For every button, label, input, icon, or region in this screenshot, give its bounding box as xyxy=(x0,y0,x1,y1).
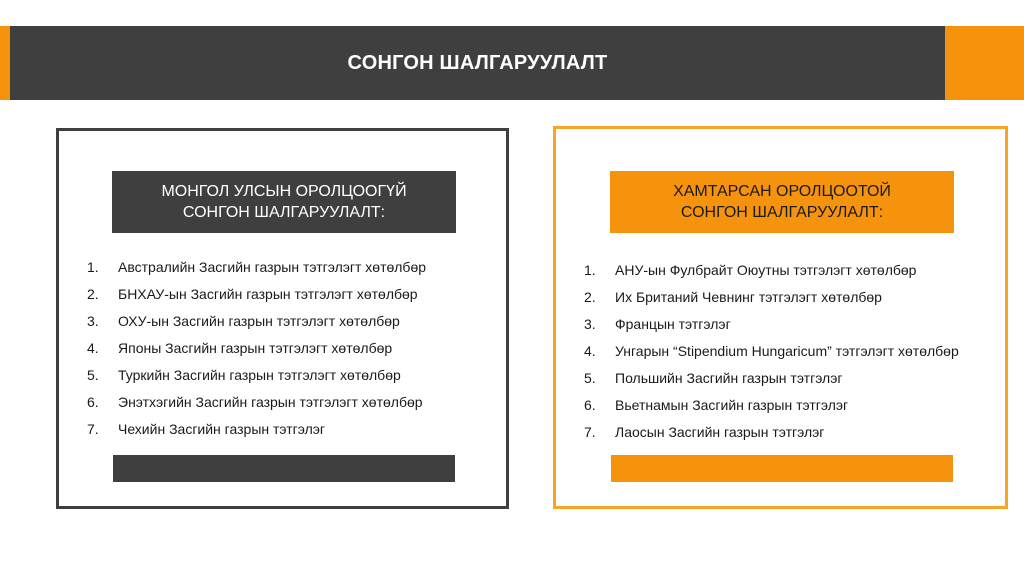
panel-footer-bar-left xyxy=(113,455,455,482)
list-item xyxy=(584,314,959,341)
list-item-number: 5. xyxy=(87,367,99,383)
list-item-text: Их Британий Чевнинг тэтгэлэгт хөтөлбөр xyxy=(615,289,882,305)
list-item-number: 4. xyxy=(87,340,99,356)
title-accent-left xyxy=(0,26,10,100)
list-item-number: 2. xyxy=(87,286,99,302)
list-item xyxy=(584,395,959,422)
list-item-text: Энэтхэгийн Засгийн газрын тэтгэлэгт хөтөлбөр xyxy=(118,394,423,410)
scholarship-list-right xyxy=(584,260,959,449)
list-item xyxy=(87,365,426,392)
list-item-text: БНХАУ-ын Засгийн газрын тэтгэлэгт хөтөлбөр xyxy=(118,286,418,302)
list-item-number: 3. xyxy=(584,316,596,332)
list-item-text: Унгарын “Stipendium Hungaricum” тэтгэлэгт хөтөлбөр xyxy=(615,343,959,359)
list-item-number: 7. xyxy=(584,424,596,440)
list-item xyxy=(87,257,426,284)
list-item-number: 6. xyxy=(584,397,596,413)
list-item-text: Туркийн Засгийн газрын тэтгэлэгт хөтөлбөр xyxy=(118,367,401,383)
list-item-text: Вьетнамын Засгийн газрын тэтгэлэг xyxy=(615,397,849,413)
list-item-number: 7. xyxy=(87,421,99,437)
panel-header-right xyxy=(610,171,954,233)
list-item xyxy=(87,392,426,419)
panel-header-right-line2: СОНГОН ШАЛГАРУУЛАЛТ: xyxy=(680,204,884,221)
title-accent-right xyxy=(945,26,1024,100)
list-item-number: 1. xyxy=(87,259,99,275)
scholarship-list-left xyxy=(87,257,426,446)
list-item xyxy=(584,287,959,314)
list-item-number: 5. xyxy=(584,370,596,386)
list-item-number: 2. xyxy=(584,289,596,305)
list-item-text: Японы Засгийн газрын тэтгэлэгт хөтөлбөр xyxy=(118,340,393,356)
list-item-text: Австралийн Засгийн газрын тэтгэлэгт хөтөлбөр xyxy=(118,259,427,275)
page-title: СОНГОН ШАЛГАРУУЛАЛТ xyxy=(347,52,608,74)
list-item-number: 3. xyxy=(87,313,99,329)
panel-non-participation xyxy=(56,128,509,509)
list-item-text: Лаосын Засгийн газрын тэтгэлэг xyxy=(615,424,825,440)
panel-header-right-line1: ХАМТАРСАН ОРОЛЦООТОЙ xyxy=(673,183,891,200)
list-item-number: 1. xyxy=(584,262,596,278)
list-item xyxy=(584,422,959,449)
list-item xyxy=(584,341,959,368)
title-bar xyxy=(0,26,1024,100)
list-item-text: Чехийн Засгийн газрын тэтгэлэг xyxy=(118,421,326,437)
panel-header-left-line2: СОНГОН ШАЛГАРУУЛАЛТ: xyxy=(182,204,386,221)
list-item xyxy=(87,338,426,365)
list-item-text: Францын тэтгэлэг xyxy=(615,316,731,332)
panel-joint-participation xyxy=(553,126,1008,509)
list-item-number: 6. xyxy=(87,394,99,410)
panel-header-left xyxy=(112,171,456,233)
list-item xyxy=(87,311,426,338)
list-item-text: Польшийн Засгийн газрын тэтгэлэг xyxy=(615,370,843,386)
list-item xyxy=(584,368,959,395)
panel-footer-bar-right xyxy=(611,455,953,482)
list-item-text: АНУ-ын Фулбрайт Оюутны тэтгэлэгт хөтөлбөр xyxy=(615,262,917,278)
list-item-number: 4. xyxy=(584,343,596,359)
panel-header-left-line1: МОНГОЛ УЛСЫН ОРОЛЦООГҮЙ xyxy=(161,183,407,200)
list-item xyxy=(87,419,426,446)
list-item xyxy=(87,284,426,311)
list-item xyxy=(584,260,959,287)
list-item-text: ОХУ-ын Засгийн газрын тэтгэлэгт хөтөлбөр xyxy=(118,313,400,329)
